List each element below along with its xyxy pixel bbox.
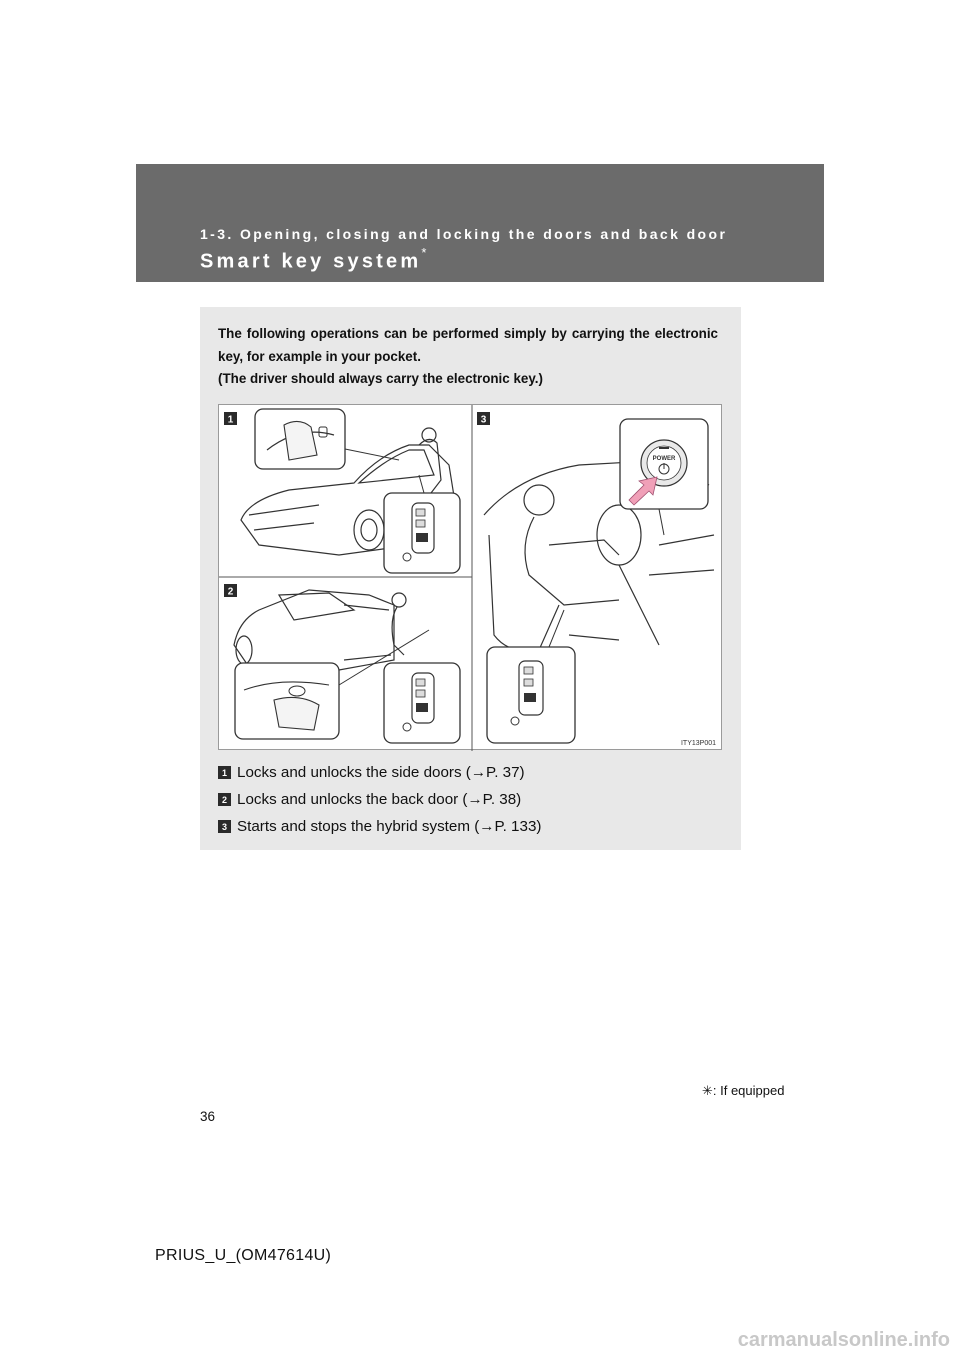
electronic-key-illustration-2 <box>384 663 460 743</box>
watermark: carmanualsonline.info <box>737 1329 950 1351</box>
footnote: ✳: If equipped <box>702 1083 785 1098</box>
callout-item <box>218 813 541 840</box>
content-box <box>200 307 741 850</box>
back-door-car-illustration <box>234 590 406 670</box>
door-handle-detail-inset <box>255 409 399 469</box>
figure-marker-3 <box>477 412 490 426</box>
page-title <box>200 245 427 274</box>
page-number: 36 <box>200 1109 216 1124</box>
figure-code: ITY13P001 <box>680 740 716 747</box>
svg-text:1: 1 <box>227 414 234 426</box>
power-switch-inset <box>620 419 708 535</box>
callout-text: Locks and unlocks the side doors (→P. 37) <box>237 764 525 781</box>
svg-text:3: 3 <box>480 414 487 426</box>
optional-equipment-mark: * <box>421 245 427 260</box>
figure-marker-2 <box>224 584 237 598</box>
section-label: 1-3. Opening, closing and locking the doors and back door <box>200 226 728 242</box>
svg-text:2: 2 <box>227 586 234 598</box>
intro-note: (The driver should always carry the electronic key.) <box>218 371 543 386</box>
callout-list <box>218 759 541 840</box>
callout-text: Locks and unlocks the back door (→P. 38) <box>237 791 522 808</box>
figure-marker-1 <box>224 412 237 426</box>
electronic-key-illustration-3 <box>487 610 575 743</box>
callout-marker: 3 <box>218 820 231 833</box>
illustration-figure <box>218 404 722 750</box>
callout-item <box>218 786 541 813</box>
page-title-text: Smart key system <box>200 250 422 273</box>
callout-marker: 2 <box>218 793 231 806</box>
illustration-svg <box>219 405 723 751</box>
model-code: PRIUS_U_(OM47614U) <box>155 1247 332 1264</box>
intro-text <box>218 323 718 391</box>
electronic-key-illustration-1 <box>384 475 460 573</box>
callout-text: Starts and stops the hybrid system (→P. 133) <box>237 818 542 835</box>
callout-item <box>218 759 541 786</box>
power-label: POWER <box>652 456 676 462</box>
intro-paragraph: The following operations can be performed simply by carrying the electronic key, for example in your pocket. <box>218 326 718 364</box>
callout-marker: 1 <box>218 766 231 779</box>
